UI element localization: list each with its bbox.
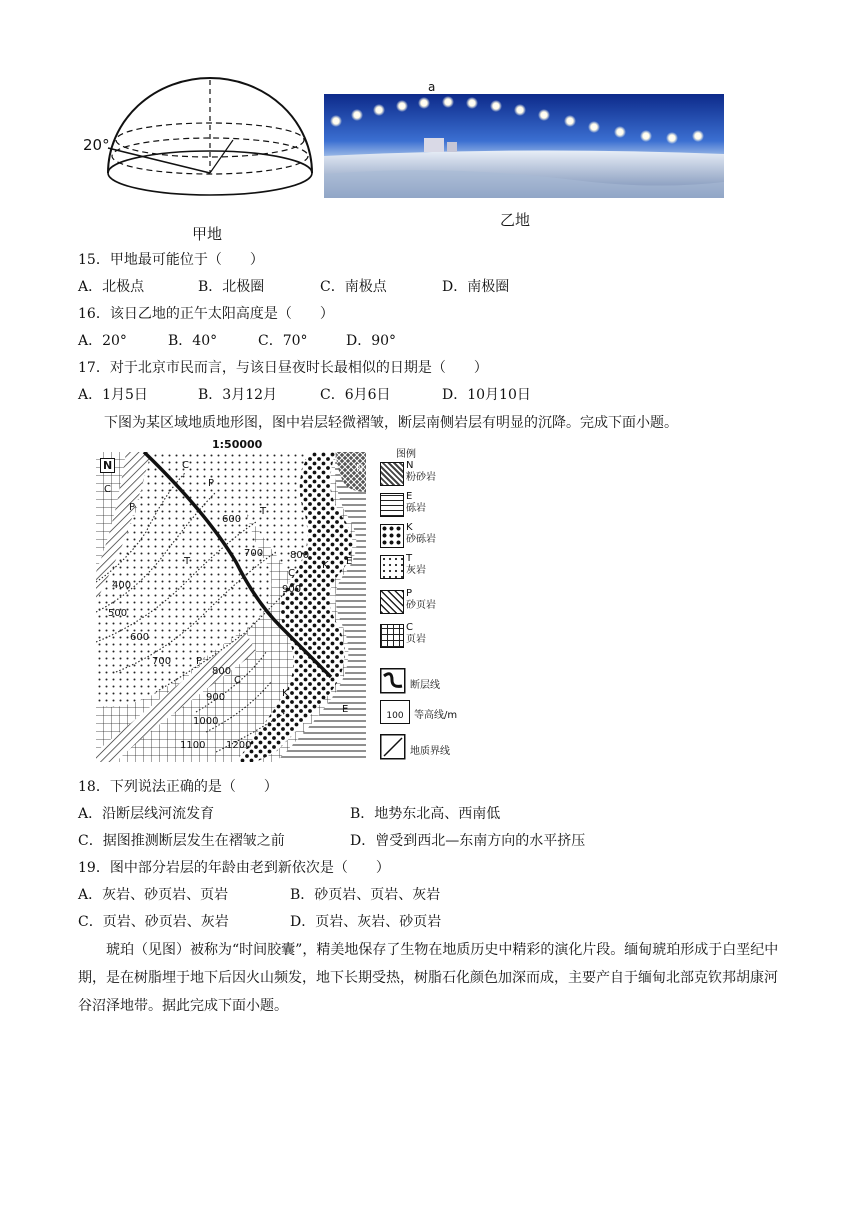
q17-option-c[interactable]: C．6月6日 [320, 387, 391, 403]
contour-700a: 700 [244, 548, 264, 559]
q18-option-b[interactable]: B．地势东北高、西南低 [350, 806, 501, 822]
north-arrow-icon: N [100, 458, 115, 473]
contour-800a: 800 [290, 550, 310, 561]
q15-option-c[interactable]: C．南极点 [320, 279, 387, 295]
sun-label-a: a [428, 80, 436, 94]
contour-900a: 900 [282, 584, 302, 595]
map-label-t2: T [184, 556, 191, 567]
q19-stem: 19．图中部分岩层的年龄由老到新依次是（ ） [78, 860, 390, 876]
map-label-p3: P [196, 656, 203, 667]
contour-500: 500 [108, 608, 128, 619]
legend-swatch-t [380, 555, 404, 579]
map-scale: 1:50000 [212, 438, 263, 451]
legend-item-fault: 断层线 [410, 680, 440, 691]
q19-option-c[interactable]: C．页岩、砂页岩、灰岩 [78, 914, 229, 930]
q17-option-d[interactable]: D．10月10日 [442, 387, 531, 403]
intro-amber: 琥珀（见图）被称为“时间胶囊”，精美地保存了生物在地质历史中精彩的演化片段。缅甸琥珀形成于白垩纪中期，是在树脂埋于地下后因火山频发，地下长期受热，树脂石化颜色加深而成，主要产自于缅甸北部克钦邦胡康河谷沼泽地带。据此完成下面小题。 [78, 942, 779, 1014]
q18-option-a[interactable]: A．沿断层线河流发育 [78, 806, 215, 822]
legend-item-boundary: 地质界线 [410, 746, 450, 757]
legend-swatch-boundary [380, 734, 406, 760]
q19-option-b[interactable]: B．砂页岩、页岩、灰岩 [290, 887, 441, 903]
q17-stem: 17．对于北京市民而言，与该日昼夜时长最相似的日期是（ ） [78, 360, 488, 376]
caption-yi: 乙地 [500, 211, 531, 229]
map-label-c2: C [104, 484, 111, 495]
legend-item-c: C 页岩 [406, 622, 426, 645]
q18-option-d[interactable]: D．曾受到西北—东南方向的水平挤压 [350, 833, 586, 849]
map-label-c3: C [288, 568, 295, 579]
geology-map [96, 452, 366, 762]
q15-option-b[interactable]: B．北极圈 [198, 279, 265, 295]
legend-swatch-c [380, 624, 404, 648]
map-label-t1: T [260, 506, 267, 517]
legend-swatch-e [380, 493, 404, 517]
contour-900b: 900 [206, 692, 226, 703]
q17-option-b[interactable]: B．3月12月 [198, 387, 278, 403]
q15-option-a[interactable]: A．北极点 [78, 279, 145, 295]
intro-geology-map: 下图为某区域地质地形图，图中岩层轻微褶皱，断层南侧岩层有明显的沉降。完成下面小题。 [104, 415, 678, 431]
q16-option-c[interactable]: C．70° [258, 333, 308, 349]
contour-700b: 700 [152, 656, 172, 667]
q15-stem: 15．甲地最可能位于（ ） [78, 252, 264, 268]
legend-item-t: T 灰岩 [406, 553, 426, 576]
q15-option-d[interactable]: D．南极圈 [442, 279, 510, 295]
polar-sun-photo [324, 94, 724, 198]
contour-400: 400 [112, 580, 132, 591]
q18-stem: 18．下列说法正确的是（ ） [78, 779, 278, 795]
q16-option-a[interactable]: A．20° [78, 333, 127, 349]
legend-swatch-n [380, 462, 404, 486]
legend-item-e: E 砾岩 [406, 491, 426, 514]
legend-item-k: K 砂砾岩 [406, 522, 436, 545]
contour-1000: 1000 [193, 716, 219, 727]
q16-option-d[interactable]: D．90° [346, 333, 397, 349]
legend-swatch-contour: 100 [380, 700, 410, 724]
map-label-k1: K [322, 560, 329, 571]
q19-option-d[interactable]: D．页岩、灰岩、砂页岩 [290, 914, 442, 930]
map-label-n1: N [356, 463, 364, 474]
map-label-c4: C [234, 675, 241, 686]
contour-600a: 600 [222, 514, 242, 525]
contour-1200: 1200 [226, 740, 252, 751]
legend-item-contour: 等高线/m [414, 710, 458, 721]
legend-title: 图例 [396, 449, 416, 460]
map-label-c1: C [182, 460, 189, 471]
angle-label: 20° [83, 136, 110, 154]
caption-jia: 甲地 [192, 225, 223, 243]
contour-800b: 800 [212, 666, 232, 677]
map-label-e1: E [346, 556, 353, 567]
hemisphere-diagram [78, 70, 318, 245]
legend-swatch-k [380, 524, 404, 548]
legend-swatch-p [380, 590, 404, 614]
map-label-p2: P [129, 502, 136, 513]
q17-option-a[interactable]: A．1月5日 [78, 387, 148, 403]
q16-stem: 16．该日乙地的正午太阳高度是（ ） [78, 306, 334, 322]
map-label-e2: E [342, 704, 349, 715]
contour-1100: 1100 [180, 740, 206, 751]
q16-option-b[interactable]: B．40° [168, 333, 218, 349]
q19-option-a[interactable]: A．灰岩、砂页岩、页岩 [78, 887, 229, 903]
legend-item-p: P 砂页岩 [406, 588, 436, 611]
legend-item-n: N 粉砂岩 [406, 460, 436, 483]
contour-600b: 600 [130, 632, 150, 643]
q18-option-c[interactable]: C．据图推测断层发生在褶皱之前 [78, 833, 285, 849]
map-label-k2: K [282, 688, 289, 699]
map-label-p1: P [208, 478, 215, 489]
legend-swatch-fault [380, 668, 406, 694]
